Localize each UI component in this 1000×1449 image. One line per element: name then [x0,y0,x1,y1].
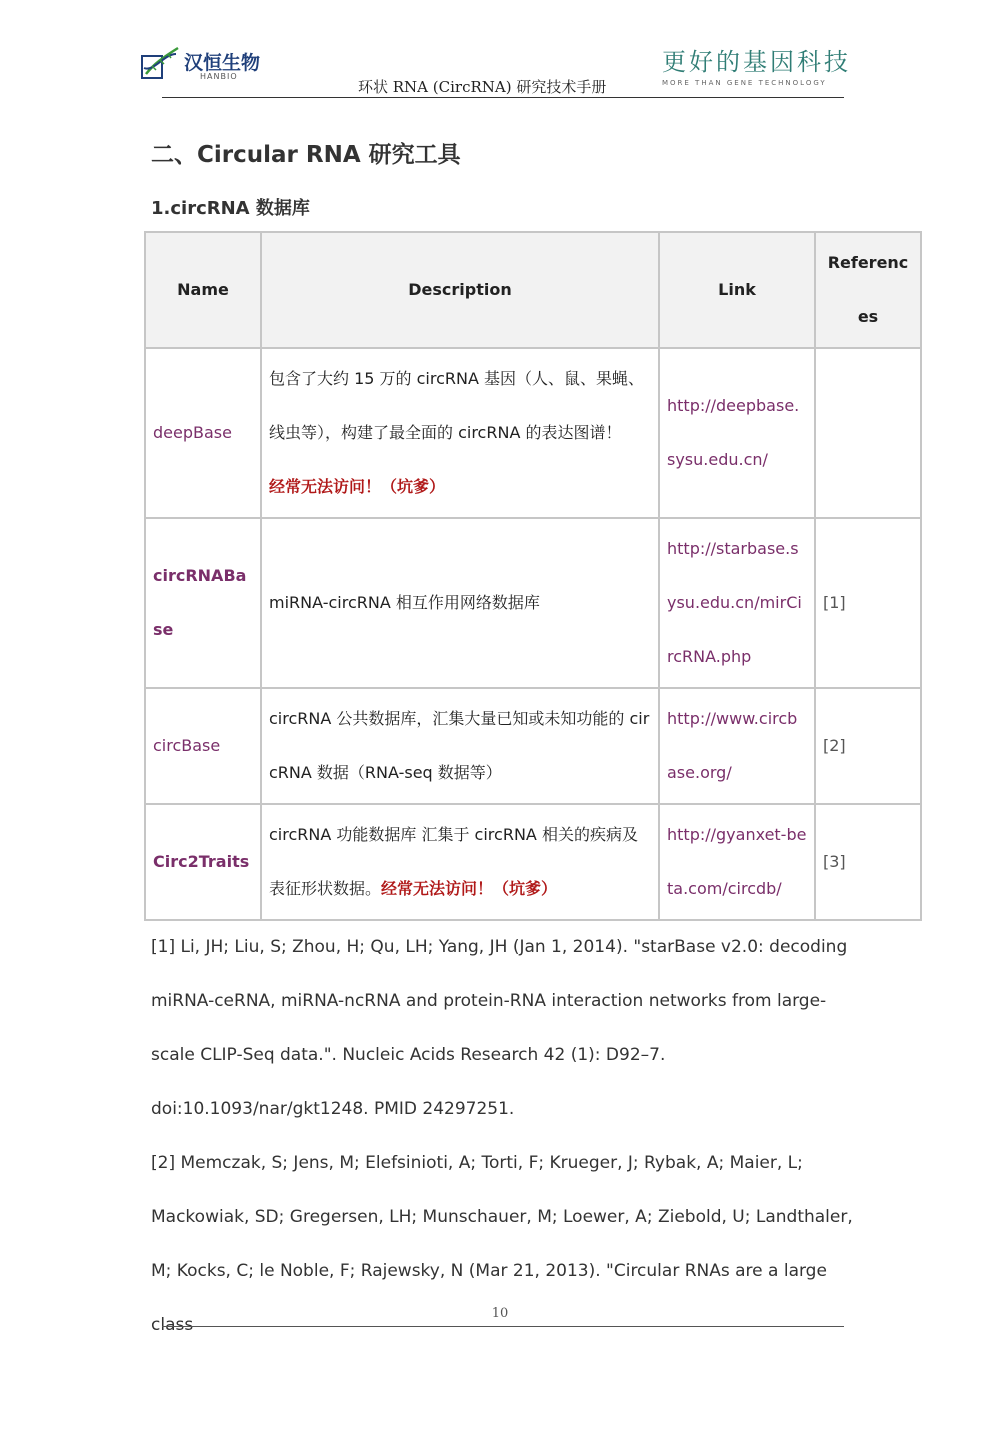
db-link[interactable]: http://gyanxet-beta.com/circdb/ [659,804,815,920]
reference-list [151,920,856,1352]
subsection-title: 1.circRNA 数据库 [151,198,310,219]
table-row [145,804,921,920]
db-ref[interactable]: [3] [815,804,921,920]
database-table [144,231,922,921]
db-link[interactable]: http://www.circbase.org/ [659,688,815,804]
db-link[interactable]: http://starbase.sysu.edu.cn/mirCircRNA.php [659,518,815,688]
slogan-block [662,42,862,86]
table-row [145,688,921,804]
logo-en: HANBIO [200,72,238,81]
warning-text: 经常无法访问！（坑爹） [269,477,446,496]
header-references: References [815,232,921,348]
slogan: 更好的基因科技 [662,48,851,76]
logo-name: 汉恒生物 [184,52,261,74]
header-name: Name [145,232,261,348]
db-description [261,804,659,920]
slogan-en: MORE THAN GENE TECHNOLOGY [662,79,827,87]
header-divider [162,97,844,98]
db-description [261,348,659,518]
page-number: 10 [491,1306,509,1321]
header-link: Link [659,232,815,348]
db-name: circRNABase [145,518,261,688]
db-link[interactable]: http://deepbase.sysu.edu.cn/ [659,348,815,518]
table-header-row [145,232,921,348]
db-description: circRNA 公共数据库，汇集大量已知或未知功能的 circRNA 数据（RNA-seq 数据等） [261,688,659,804]
reference-item: [2] Memczak, S; Jens, M; Elefsinioti, A; Torti, F; Krueger, J; Rybak, A; Maier, L; Mackowiak, SD; Gregersen, LH; Munschauer, M; Loewer, A; Ziebold, U; Landthaler, M; Kocks, C; le Noble, F; Rajewsky, N (Mar 21, 2013). "Circular RNAs are a large class [151,1153,853,1335]
section-title: 二、Circular RNA 研究工具 [151,142,461,168]
document-title: 环状 RNA (CircRNA) 研究技术手册 [358,78,607,96]
header-description: Description [261,232,659,348]
warning-text: 经常无法访问！（坑爹） [381,879,558,898]
db-ref [815,348,921,518]
db-description: miRNA-circRNA 相互作用网络数据库 [261,518,659,688]
description-text: circRNA 功能数据库 汇集于 circRNA 相关的疾病及表征形状数据。 [269,825,638,898]
reference-item: [1] Li, JH; Liu, S; Zhou, H; Qu, LH; Yang, JH (Jan 1, 2014). "starBase v2.0: decoding miRNA-ceRNA, miRNA-ncRNA and protein-RNA interaction networks from large-scale CLIP-Seq data.". Nucleic Acids Research 42 (1): D92–7. doi:10.1093/nar/gkt1248. PMID 24297251. [151,937,848,1119]
db-ref[interactable]: [1] [815,518,921,688]
db-ref[interactable]: [2] [815,688,921,804]
dna-helix-icon [140,44,180,82]
footer-divider [162,1326,844,1327]
company-logo [140,42,280,86]
db-name: deepBase [145,348,261,518]
db-name: Circ2Traits [145,804,261,920]
db-name: circBase [145,688,261,804]
table-row [145,348,921,518]
description-text: 包含了大约 15 万的 circRNA 基因（人、鼠、果蝇、线虫等），构建了最全面的 circRNA 的表达图谱！ [269,369,645,442]
table-row [145,518,921,688]
